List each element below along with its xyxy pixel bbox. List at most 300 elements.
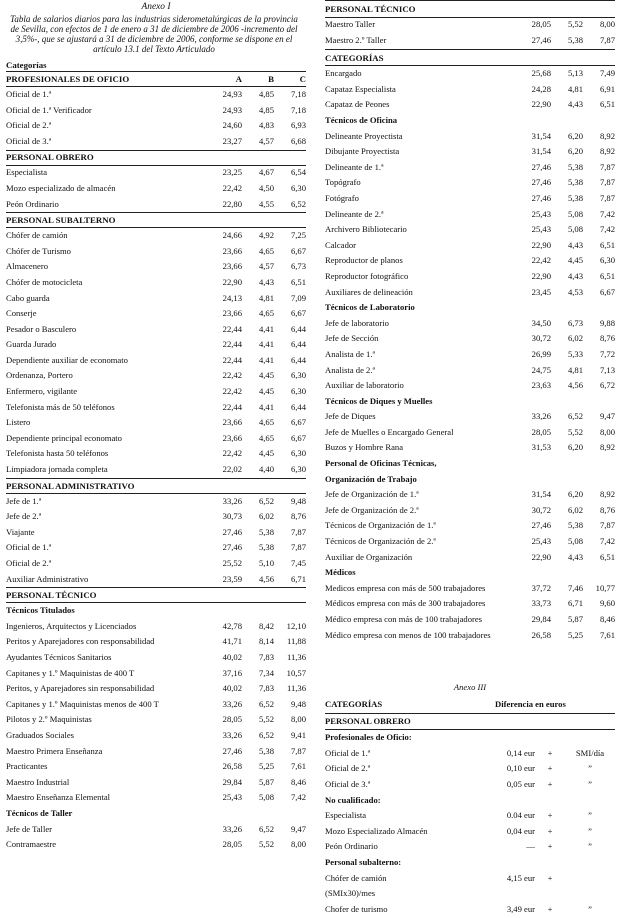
annex3-subheading-row xyxy=(325,793,615,809)
salary-b: 4,56 xyxy=(258,573,274,584)
salary-b: 6,20 xyxy=(567,489,583,500)
salary-a: 22,42 xyxy=(222,182,242,193)
salary-b: 5,38 xyxy=(567,161,583,172)
table-row xyxy=(325,191,615,207)
salary-c: 8,46 xyxy=(599,614,615,625)
subheading: Médicos xyxy=(325,567,356,578)
category-name: Jefe de Sección xyxy=(325,333,379,344)
salary-b: 5,38 xyxy=(567,177,583,188)
salary-c: 6,93 xyxy=(290,120,306,131)
salary-a: 41,71 xyxy=(222,636,242,647)
category-name: Peón Ordinario xyxy=(6,198,59,209)
salary-c: 8,92 xyxy=(599,146,615,157)
annex3-note: ” xyxy=(588,841,592,852)
table-row xyxy=(6,275,306,291)
salary-b: 6,02 xyxy=(567,504,583,515)
annex3-note: ” xyxy=(588,903,592,914)
annex3-col-diferencia: Diferencia en euros xyxy=(489,697,615,713)
salary-c: 8,76 xyxy=(599,333,615,344)
salary-a: 25,43 xyxy=(531,536,551,547)
salary-c: 8,00 xyxy=(290,839,306,850)
table-row xyxy=(6,306,306,322)
salary-b: 4,92 xyxy=(258,230,274,241)
salary-a: 24,93 xyxy=(222,104,242,115)
salary-c: 9,41 xyxy=(290,729,306,740)
category-name: Topógrafo xyxy=(325,177,361,188)
salary-b: 4,81 xyxy=(567,83,583,94)
category-name: Medicos empresa con más de 500 trabajadores xyxy=(325,582,486,593)
table-row xyxy=(6,728,306,744)
salary-b: 4,81 xyxy=(258,292,274,303)
salary-a: 33,26 xyxy=(222,698,242,709)
category-name: Capitanes y 1.º Maquinistas menos de 400 T xyxy=(6,698,159,709)
salary-c: 6,30 xyxy=(290,464,306,475)
salary-c: 8,76 xyxy=(599,504,615,515)
category-name: Buzos y Hombre Rana xyxy=(325,442,404,453)
salary-c: 7,87 xyxy=(290,526,306,537)
subheading-row xyxy=(325,456,615,472)
salary-c: 9,47 xyxy=(290,823,306,834)
salary-c: 6,71 xyxy=(290,573,306,584)
subheading-row xyxy=(325,472,615,488)
category-name: Ingenieros, Arquitectos y Licenciados xyxy=(6,620,137,631)
section-title: PERSONAL ADMINISTRATIVO xyxy=(6,478,306,493)
salary-b: 5,52 xyxy=(567,19,583,30)
table-row xyxy=(325,347,615,363)
category-name: Chófer de camión xyxy=(6,230,68,241)
salary-c: 6,67 xyxy=(290,245,306,256)
salary-a: 27,46 xyxy=(531,177,551,188)
table-row xyxy=(325,17,615,33)
table-row xyxy=(6,713,306,729)
table-row xyxy=(6,165,306,181)
salary-b: 4,43 xyxy=(567,551,583,562)
salary-a: 28,05 xyxy=(222,714,242,725)
annex3-amount: 0,04 eur xyxy=(506,825,535,836)
salary-a: 28,05 xyxy=(222,839,242,850)
salary-a: 37,16 xyxy=(222,667,242,678)
salary-a: 31,54 xyxy=(531,489,551,500)
annex3-category: Oficial de 3.ª xyxy=(325,779,371,790)
category-name: Oficial de 1.ª xyxy=(6,542,52,553)
annex3-plus: + xyxy=(547,779,553,790)
category-name: Pilotos y 2.º Maquinistas xyxy=(6,714,92,725)
salary-a: 33,26 xyxy=(222,823,242,834)
salary-c: 9,48 xyxy=(290,698,306,709)
table-row xyxy=(325,129,615,145)
annex3-plus: + xyxy=(547,763,553,774)
salary-b: 8,14 xyxy=(258,636,274,647)
salary-a: 26,99 xyxy=(531,348,551,359)
salary-a: 24,28 xyxy=(531,83,551,94)
salary-a: 25,43 xyxy=(531,224,551,235)
salary-a: 22,90 xyxy=(531,551,551,562)
salary-a: 24,93 xyxy=(222,88,242,99)
salary-b: 5,38 xyxy=(567,520,583,531)
salary-b: 4,40 xyxy=(258,464,274,475)
annex3-amount: 3,49 eur xyxy=(506,903,535,914)
annex3-amount: 0,10 eur xyxy=(506,763,535,774)
section-title: PERSONAL TÉCNICO xyxy=(6,588,306,603)
salary-a: 40,02 xyxy=(222,683,242,694)
salary-c: 6,30 xyxy=(290,386,306,397)
salary-c: 7,25 xyxy=(290,230,306,241)
salary-a: 22,44 xyxy=(222,401,242,412)
annex1-intro: Tabla de salarios diarios para las industrias siderometalúrgicas de la provincia de Sevilla, con efectos de 1 de enero a 31 de diciembre de 2006 -incremento del 3,5%-, que se ajustará a 31 de diciembre de 2006, conforme se dispone en el artículo 13.1 del Texto Articulado xyxy=(10,13,298,55)
salary-a: 22,90 xyxy=(531,99,551,110)
annex3-category: Oficial de 2.ª xyxy=(325,763,371,774)
annex3-row xyxy=(325,777,615,793)
category-name: Ayudantes Técnicos Sanitarios xyxy=(6,651,112,662)
salary-c: 7,72 xyxy=(599,348,615,359)
salary-a: 23,45 xyxy=(531,286,551,297)
category-name: Oficial de 2.ª xyxy=(6,558,52,569)
category-name: Telefonista hasta 50 teléfonos xyxy=(6,448,109,459)
salary-a: 27,46 xyxy=(531,192,551,203)
section-header-row xyxy=(6,478,306,493)
salary-c: 7,87 xyxy=(599,520,615,531)
salary-a: 25,52 xyxy=(222,558,242,569)
salary-b: 4,85 xyxy=(258,88,274,99)
category-name: Delineante de 2.ª xyxy=(325,208,384,219)
salary-a: 33,26 xyxy=(222,495,242,506)
category-name: Jefe de Organización de 1.ª xyxy=(325,489,419,500)
table-row xyxy=(325,363,615,379)
table-row xyxy=(6,556,306,572)
category-name: Peritos y Aparejadores con responsabilidad xyxy=(6,636,155,647)
salary-a: 24,75 xyxy=(531,364,551,375)
table-row xyxy=(6,337,306,353)
salary-b: 4,41 xyxy=(258,323,274,334)
category-name: Oficial de 1.ª Verificador xyxy=(6,104,92,115)
salary-a: 22,90 xyxy=(531,239,551,250)
right-column xyxy=(325,0,615,918)
salary-a: 23,66 xyxy=(222,261,242,272)
subheading-row xyxy=(6,603,306,619)
category-name: Auxiliar de laboratorio xyxy=(325,380,404,391)
table-row xyxy=(325,425,615,441)
table-row xyxy=(6,635,306,651)
table-row xyxy=(6,759,306,775)
salary-b: 5,52 xyxy=(258,714,274,725)
salary-c: 7,45 xyxy=(290,558,306,569)
salary-b: 5,52 xyxy=(567,426,583,437)
salary-b: 7,46 xyxy=(567,582,583,593)
table-row xyxy=(6,666,306,682)
category-name: Viajante xyxy=(6,526,35,537)
salary-c: 7,13 xyxy=(599,364,615,375)
annex3-title: Anexo III xyxy=(453,682,487,693)
salary-c: 8,76 xyxy=(290,511,306,522)
section-title: PERSONAL OBRERO xyxy=(6,150,306,165)
table-row xyxy=(6,415,306,431)
salary-b: 6,02 xyxy=(567,333,583,344)
salary-c: 6,30 xyxy=(290,448,306,459)
salary-c: 9,88 xyxy=(599,317,615,328)
subheading: Técnicos de Oficina xyxy=(325,115,398,126)
category-name: Reproductor fotográfico xyxy=(325,270,409,281)
table-row xyxy=(6,197,306,213)
annex3-note: ” xyxy=(588,810,592,821)
salary-b: 4,83 xyxy=(258,120,274,131)
table-row xyxy=(6,650,306,666)
table-row xyxy=(6,462,306,478)
category-name: Maestro Primera Enseñanza xyxy=(6,745,103,756)
annex3-category: Chófer de camión xyxy=(325,872,387,883)
table-row xyxy=(325,628,615,644)
category-name: Capataz Especialista xyxy=(325,83,396,94)
category-name: Maestro 2.º Taller xyxy=(325,35,387,46)
category-name: Oficial de 3.ª xyxy=(6,135,52,146)
salary-b: 4,56 xyxy=(567,380,583,391)
annex3-row xyxy=(325,746,615,762)
salary-c: 6,44 xyxy=(290,401,306,412)
salary-b: 5,52 xyxy=(258,839,274,850)
annex3-subheading-row xyxy=(325,855,615,871)
salary-c: 6,67 xyxy=(290,417,306,428)
subheading: Técnicos de Taller xyxy=(6,807,73,818)
category-name: Limpiadora jornada completa xyxy=(6,464,108,475)
salary-a: 33,26 xyxy=(531,411,551,422)
salary-a: 27,46 xyxy=(222,542,242,553)
table-row xyxy=(6,384,306,400)
salary-b: 7,83 xyxy=(258,683,274,694)
salary-table-left xyxy=(6,71,306,853)
subheading-row xyxy=(325,565,615,581)
salary-c: 7,42 xyxy=(599,224,615,235)
salary-b: 4,65 xyxy=(258,245,274,256)
salary-b: 5,08 xyxy=(258,792,274,803)
category-name: Cabo guarda xyxy=(6,292,50,303)
salary-c: 8,92 xyxy=(599,489,615,500)
salary-a: 24,60 xyxy=(222,120,242,131)
salary-b: 6,52 xyxy=(258,698,274,709)
table-row xyxy=(6,619,306,635)
table-row xyxy=(325,33,615,49)
salary-a: 23,27 xyxy=(222,135,242,146)
table-row xyxy=(6,103,306,119)
salary-c: 8,00 xyxy=(290,714,306,725)
table-row xyxy=(325,98,615,114)
section-title: PERSONAL TÉCNICO xyxy=(325,1,615,18)
category-name: Analista de 2.ª xyxy=(325,364,375,375)
salary-a: 24,66 xyxy=(222,230,242,241)
subheading: Técnicos de Laboratorio xyxy=(325,302,415,313)
category-name: Jefe de 1.ª xyxy=(6,495,42,506)
categorias-label: Categorías xyxy=(6,60,47,71)
category-name: Peritos, y Aparejadores sin responsabilidad xyxy=(6,683,155,694)
salary-a: 22,42 xyxy=(531,255,551,266)
section-header-row xyxy=(6,72,306,87)
category-name: Dibujante Proyectista xyxy=(325,146,400,157)
category-name: Dependiente principal economato xyxy=(6,432,122,443)
salary-a: 29,84 xyxy=(531,614,551,625)
section-title: PERSONAL SUBALTERNO xyxy=(6,213,306,228)
category-name: Jefe de Taller xyxy=(6,823,53,834)
category-name: Auxiliares de delineación xyxy=(325,286,413,297)
salary-c: 6,51 xyxy=(599,239,615,250)
table-row xyxy=(6,244,306,260)
salary-b: 4,81 xyxy=(567,364,583,375)
column-header: C xyxy=(274,72,306,87)
category-name: Pesador o Basculero xyxy=(6,323,77,334)
table-row xyxy=(325,612,615,628)
salary-b: 6,20 xyxy=(567,146,583,157)
category-name: Analista de 1.ª xyxy=(325,348,375,359)
salary-b: 5,10 xyxy=(258,558,274,569)
salary-b: 4,57 xyxy=(258,261,274,272)
salary-b: 4,41 xyxy=(258,354,274,365)
table-row xyxy=(6,509,306,525)
category-name: Fotógrafo xyxy=(325,192,359,203)
salary-c: 6,72 xyxy=(599,380,615,391)
table-row xyxy=(6,744,306,760)
table-row xyxy=(325,144,615,160)
table-row xyxy=(325,534,615,550)
category-name: Capitanes y 1.º Maquinistas de 400 T xyxy=(6,667,135,678)
table-row xyxy=(6,369,306,385)
table-row xyxy=(6,697,306,713)
salary-c: 6,51 xyxy=(599,99,615,110)
table-row xyxy=(6,400,306,416)
salary-b: 5,08 xyxy=(567,224,583,235)
salary-c: 7,87 xyxy=(599,192,615,203)
category-name: Guarda Jurado xyxy=(6,339,57,350)
salary-a: 33,26 xyxy=(222,729,242,740)
salary-a: 22,02 xyxy=(222,464,242,475)
table-row xyxy=(325,441,615,457)
salary-a: 22,80 xyxy=(222,198,242,209)
table-row xyxy=(325,581,615,597)
salary-b: 6,20 xyxy=(567,442,583,453)
salary-b: 4,41 xyxy=(258,339,274,350)
salary-c: 6,44 xyxy=(290,354,306,365)
salary-b: 4,43 xyxy=(567,270,583,281)
category-name: Oficial de 1.ª xyxy=(6,88,52,99)
annex1-title: Anexo I xyxy=(141,2,171,12)
salary-b: 4,65 xyxy=(258,308,274,319)
salary-c: 7,87 xyxy=(290,542,306,553)
annex3-plus: + xyxy=(547,903,553,914)
subheading: Personal de Oficinas Técnicas, xyxy=(325,458,437,469)
salary-b: 5,25 xyxy=(258,761,274,772)
salary-a: 42,78 xyxy=(222,620,242,631)
salary-c: 8,92 xyxy=(599,442,615,453)
salary-b: 7,83 xyxy=(258,651,274,662)
salary-a: 23,66 xyxy=(222,308,242,319)
table-row xyxy=(6,118,306,134)
table-row xyxy=(325,82,615,98)
salary-c: 7,18 xyxy=(290,88,306,99)
salary-b: 4,50 xyxy=(258,182,274,193)
salary-c: 6,52 xyxy=(290,198,306,209)
table-row xyxy=(6,259,306,275)
annex3-note xyxy=(565,871,615,887)
salary-c: 11,36 xyxy=(286,683,306,694)
salary-c: 7,87 xyxy=(599,177,615,188)
table-row xyxy=(6,822,306,838)
table-row xyxy=(325,160,615,176)
salary-b: 4,67 xyxy=(258,167,274,178)
salary-b: 4,57 xyxy=(258,135,274,146)
salary-b: 4,43 xyxy=(567,99,583,110)
annex3-category: Mozo Especializado Almacén xyxy=(325,825,428,836)
salary-c: 10,77 xyxy=(595,582,615,593)
subheading: Técnicos Titulados xyxy=(6,605,75,616)
salary-a: 23,25 xyxy=(222,167,242,178)
salary-a: 27,46 xyxy=(531,161,551,172)
table-row xyxy=(325,207,615,223)
salary-a: 23,59 xyxy=(222,573,242,584)
category-name: Jefe de Muelles o Encargado General xyxy=(325,426,454,437)
category-name: Ordenanza, Portero xyxy=(6,370,73,381)
salary-b: 5,25 xyxy=(567,629,583,640)
table-row xyxy=(6,291,306,307)
table-row xyxy=(325,238,615,254)
subheading: Técnicos de Diques y Muelles xyxy=(325,395,433,406)
salary-a: 31,54 xyxy=(531,146,551,157)
annex3-row xyxy=(325,871,615,887)
salary-b: 4,65 xyxy=(258,417,274,428)
annex3-plus: + xyxy=(547,747,553,758)
salary-a: 22,42 xyxy=(222,386,242,397)
section-header-row xyxy=(325,1,615,18)
salary-b: 4,55 xyxy=(258,198,274,209)
annex3-subheading: No cualificado: xyxy=(325,794,381,805)
salary-a: 27,46 xyxy=(531,520,551,531)
salary-b: 6,71 xyxy=(567,598,583,609)
annex3-subheading: Profesionales de Oficio: xyxy=(325,732,412,743)
annex3-section-title: PERSONAL OBRERO xyxy=(325,713,615,730)
annex3-section-row xyxy=(325,713,615,730)
section-title: PROFESIONALES DE OFICIO xyxy=(6,72,204,87)
salary-a: 22,44 xyxy=(222,323,242,334)
section-header-row xyxy=(6,150,306,165)
table-row xyxy=(6,572,306,588)
table-row xyxy=(6,431,306,447)
salary-b: 4,45 xyxy=(258,370,274,381)
category-name: Técnicos de Organización de 1.ª xyxy=(325,520,436,531)
salary-c: 6,30 xyxy=(290,370,306,381)
salary-b: 4,53 xyxy=(567,286,583,297)
salary-b: 6,52 xyxy=(567,411,583,422)
category-name: Auxiliar Administrativo xyxy=(6,573,89,584)
salary-c: 6,91 xyxy=(599,83,615,94)
annex3-amount: 0,14 eur xyxy=(506,747,535,758)
table-row xyxy=(6,322,306,338)
table-row xyxy=(325,222,615,238)
table-row xyxy=(6,353,306,369)
salary-b: 7,34 xyxy=(258,667,274,678)
table-row xyxy=(325,519,615,535)
annex3-col-categoria: CATEGORÍAS xyxy=(325,697,489,713)
category-name: Telefonista más de 50 teléfonos xyxy=(6,401,115,412)
salary-a: 25,43 xyxy=(531,208,551,219)
subheading-row xyxy=(6,806,306,822)
category-name: Jefe de laboratorio xyxy=(325,317,389,328)
salary-b: 6,20 xyxy=(567,130,583,141)
category-name: Graduados Sociales xyxy=(6,729,75,740)
salary-a: 29,84 xyxy=(222,776,242,787)
salary-a: 31,54 xyxy=(531,130,551,141)
annex3-category: Oficial de 1.ª xyxy=(325,747,371,758)
salary-a: 37,72 xyxy=(531,582,551,593)
annex3-row xyxy=(325,886,615,902)
annex3-header-row xyxy=(325,697,615,713)
salary-b: 5,87 xyxy=(258,776,274,787)
salary-a: 27,46 xyxy=(222,526,242,537)
salary-b: 4,43 xyxy=(258,276,274,287)
